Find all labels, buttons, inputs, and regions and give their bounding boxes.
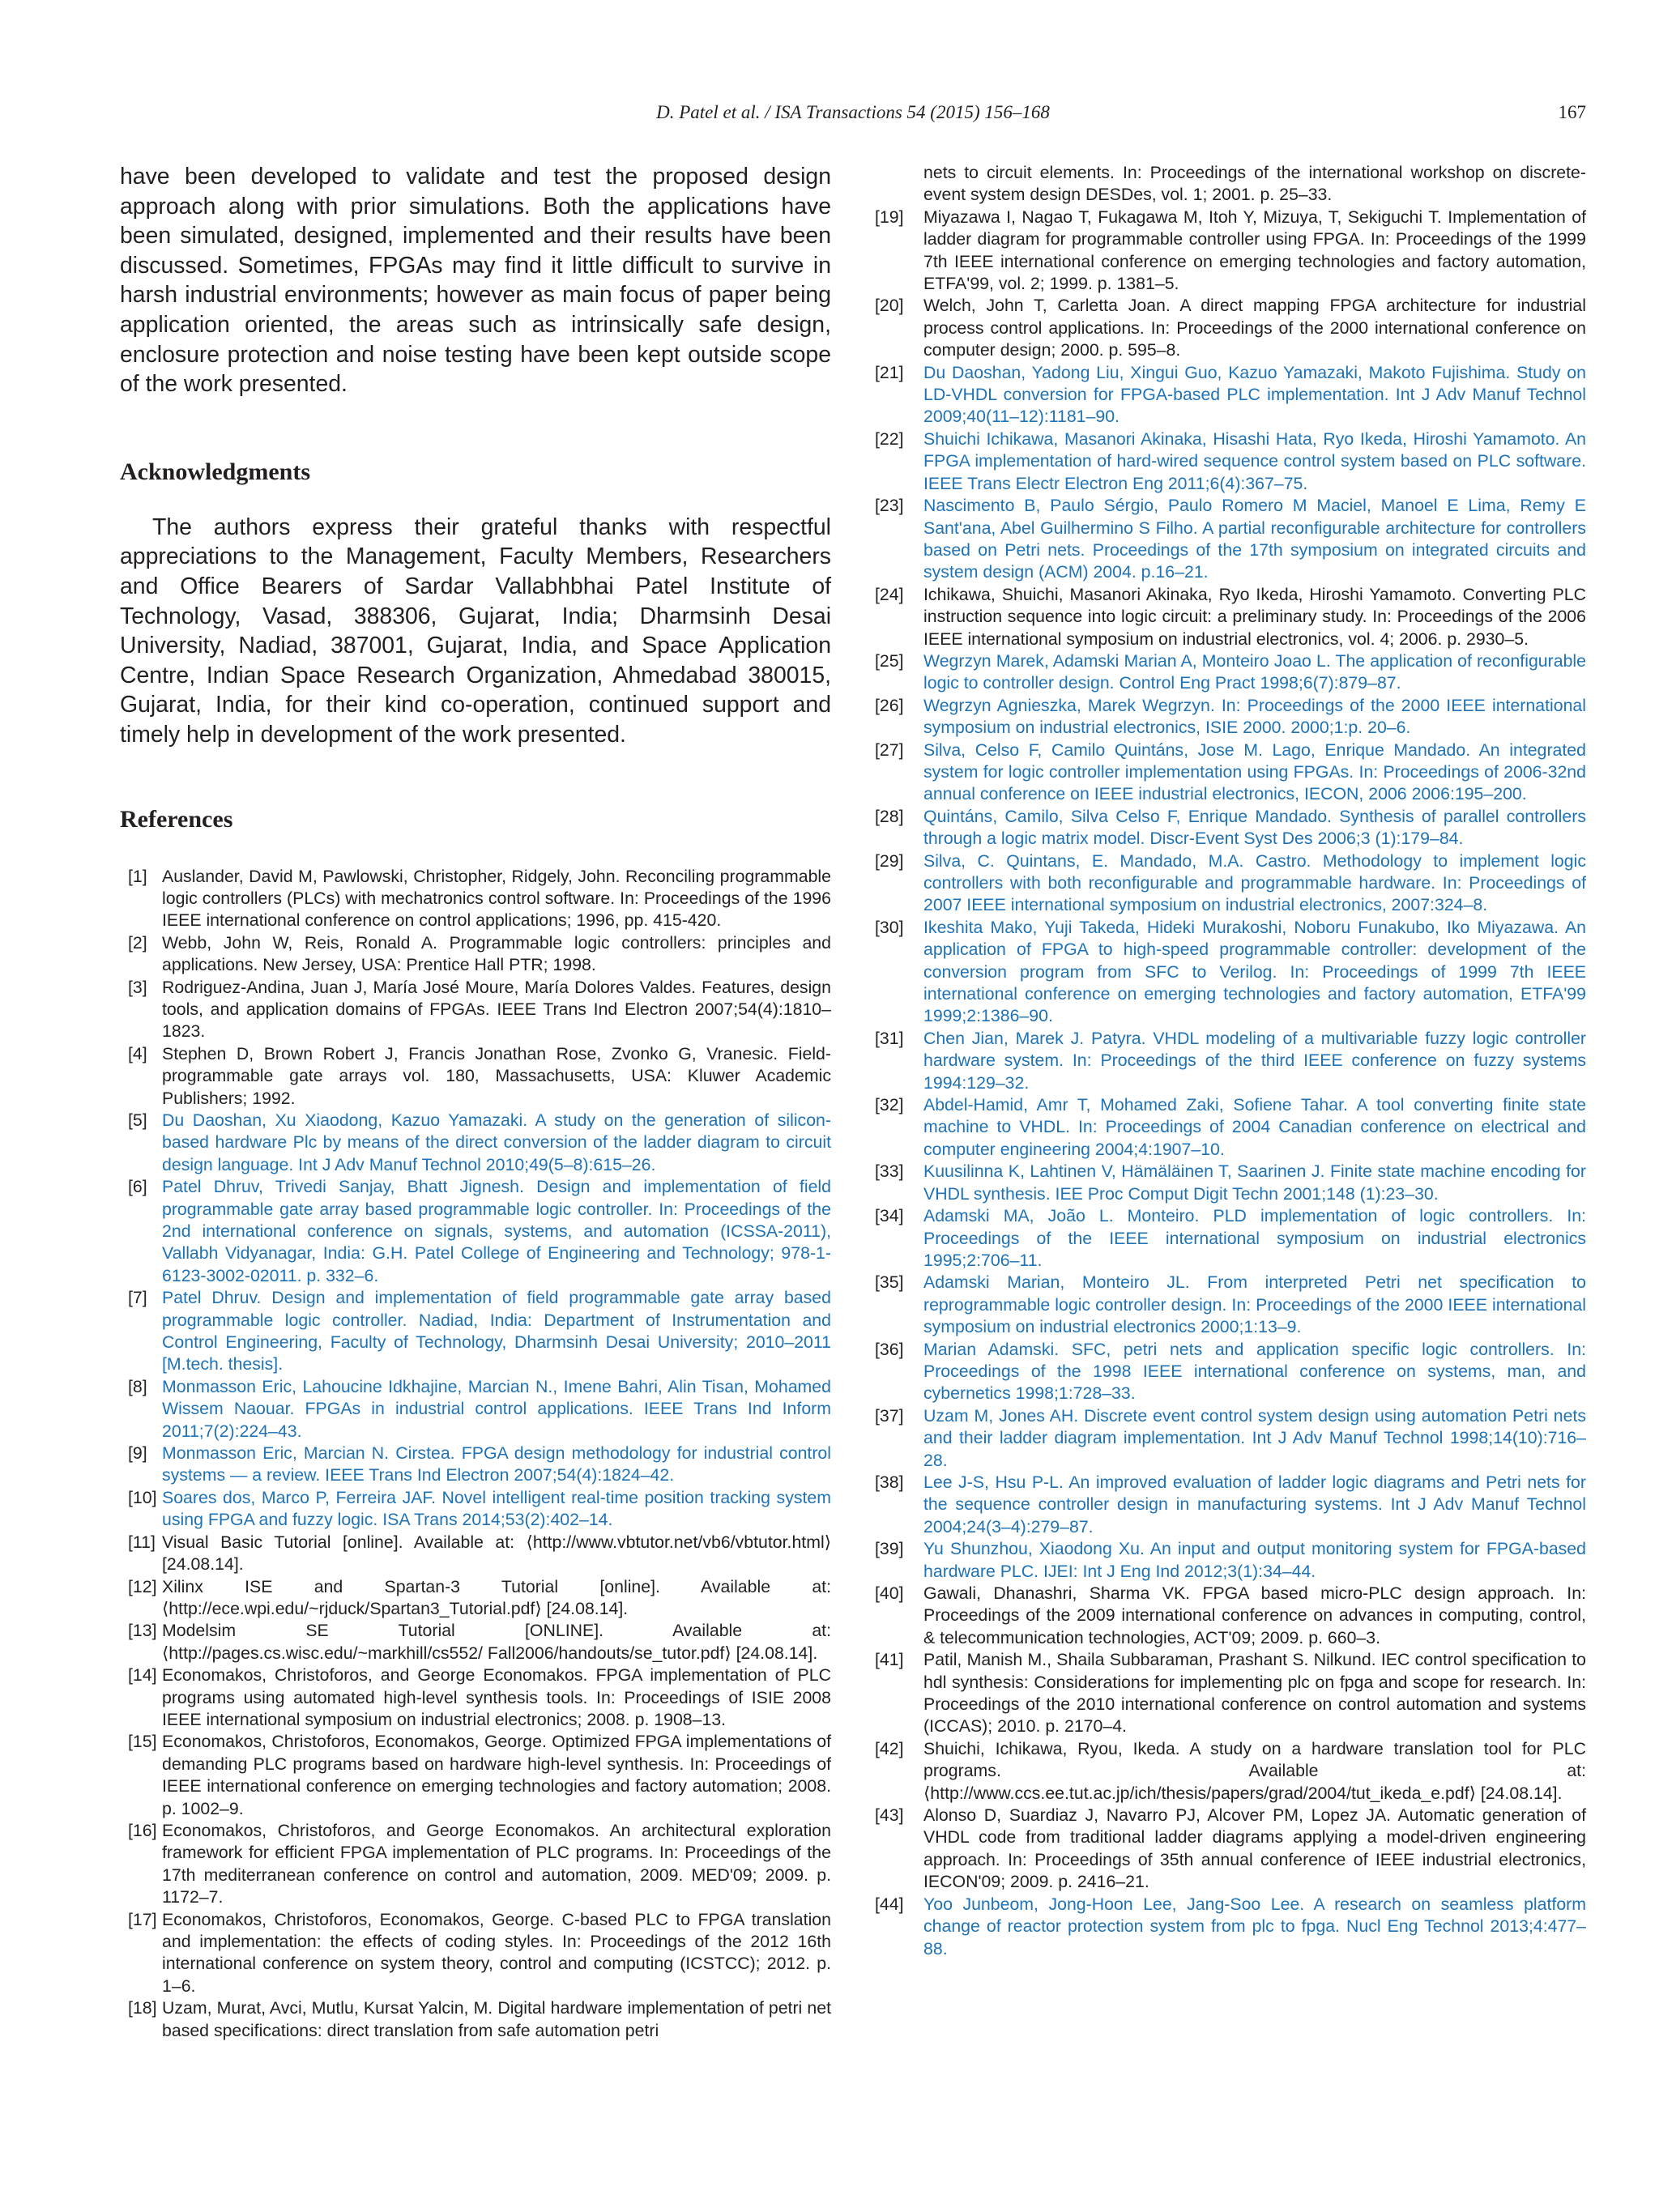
reference-number: [10] [128, 1487, 157, 1507]
reference-link-text[interactable]: Uzam M, Jones AH. Discrete event control system design using automation Petri nets and their ladder diagram implementation. Int J Adv Manuf Technol 1998;14(10):716–28. [923, 1405, 1586, 1470]
reference-item[interactable] [875, 1205, 1586, 1272]
reference-link-text[interactable]: Wegrzyn Marek, Adamski Marian A, Monteiro Joao L. The application of reconfigurable logic to controller design. Control Eng Pract 1998;6(7):879–87. [923, 650, 1586, 693]
reference-item [120, 932, 831, 977]
reference-number: [6] [128, 1177, 147, 1197]
reference-text: Welch, John T, Carletta Joan. A direct mapping FPGA architecture for industrial process control applications. In: Proceedings of the 2000 international conference on computer design; 2000. p. 595–8. [923, 296, 1586, 360]
reference-link-text[interactable]: Nascimento B, Paulo Sérgio, Paulo Romero M Maciel, Manoel E Lima, Remy E Sant'ana, Abel Guilhermino S Filho. A partial reconfigurable architecture for controllers based on Petri nets. Proceedings of the 17th symposium on integrated circuits and system design (ACM) 2004. p.16–21. [923, 496, 1586, 582]
reference-link-text[interactable]: Monmasson Eric, Marcian N. Cirstea. FPGA design methodology for industrial control systems — a review. IEEE Trans Ind Electron 2007;54(4):1824–42. [162, 1443, 831, 1485]
reference-number: [1] [128, 866, 147, 886]
reference-text: Xilinx ISE and Spartan-3 Tutorial [online]. Available at: ⟨http://ece.wpi.edu/~rjduck/Spartan3_Tutorial.pdf⟩ [24.08.14]. [162, 1576, 831, 1618]
reference-item [875, 584, 1586, 650]
reference-item [120, 1532, 831, 1576]
reference-number: [40] [875, 1583, 904, 1603]
reference-number: [20] [875, 296, 904, 316]
reference-item[interactable] [875, 1272, 1586, 1338]
reference-number: [41] [875, 1650, 904, 1670]
reference-item[interactable] [875, 1161, 1586, 1205]
reference-link-text[interactable]: Abdel-Hamid, Amr T, Mohamed Zaki, Sofiene Tahar. A tool converting finite state machine to VHDL. In: Proceedings of 2004 Canadian conference on electrical and computer engineering 2004;4:1907–10. [923, 1095, 1586, 1159]
reference-text: Auslander, David M, Pawlowski, Christopher, Ridgely, John. Reconciling programmable logic controllers (PLCs) with mechatronics control software. In: Proceedings of the 1996 IEEE international conference on control applications; 1996, pp. 415-420. [162, 866, 831, 931]
reference-item[interactable] [875, 917, 1586, 1028]
reference-number: [19] [875, 207, 904, 227]
reference-item [875, 295, 1586, 361]
reference-item[interactable] [875, 1028, 1586, 1094]
reference-number: [3] [128, 977, 147, 997]
reference-number: [25] [875, 650, 904, 671]
reference-text: Miyazawa I, Nagao T, Fukagawa M, Itoh Y, Mizuya, T, Sekiguchi T. Implementation of ladder diagram for programmable controller using FPGA. In: Proceedings of the 1999 7th IEEE international conference on emerging technologies and factory automation, ETFA'99, vol. 2; 1999. p. 1381–5. [923, 207, 1586, 294]
reference-number: [2] [128, 932, 147, 953]
reference-item [120, 1731, 831, 1820]
reference-item[interactable] [875, 1405, 1586, 1472]
reference-number: [35] [875, 1272, 904, 1293]
conclusion-paragraph: have been developed to validate and test the proposed design approach along with prior simulations. Both the applications have been simulated, designed, implemented and their results have been discussed. Sometimes, FPGAs may find it little difficult to survive in harsh industrial environments; however as main focus of paper being application oriented, the areas such as intrinsically safe design, enclosure protection and noise testing have been kept outside scope of the work presented. [120, 164, 831, 398]
reference-item [875, 1649, 1586, 1738]
reference-item[interactable] [875, 806, 1586, 850]
reference-link-text[interactable]: Patel Dhruv, Trivedi Sanjay, Bhatt Jignesh. Design and implementation of field programmable gate array based programmable logic controller. In: Proceedings of the 2nd international conference on signals, systems, and automation (ICSSA-2011), Vallabh Vidyanagar, India: G.H. Patel College of Engineering and Technology; 978-1-6123-3002-02011. p. 332–6. [162, 1177, 831, 1285]
reference-item[interactable] [875, 1339, 1586, 1405]
reference-item [875, 1738, 1586, 1805]
reference-item [120, 1997, 831, 2042]
reference-link-text[interactable]: Du Daoshan, Xu Xiaodong, Kazuo Yamazaki. A study on the generation of silicon-based hardware Plc by means of the direct conversion of the ladder diagram to circuit design language. Int J Adv Manuf Technol 2010;49(5–8):615–26. [162, 1110, 831, 1174]
reference-number: [15] [128, 1732, 157, 1752]
reference-item[interactable] [120, 1176, 831, 1287]
reference-link-text[interactable]: Monmasson Eric, Lahoucine Idkhajine, Marcian N., Imene Bahri, Alin Tisan, Mohamed Wissem Naouar. FPGAs in industrial control applications. IEEE Trans Ind Inform 2011;7(2):224–43. [162, 1376, 831, 1441]
reference-text: Economakos, Christoforos, Economakos, George. C-based PLC to FPGA translation and implementation: the effects of coding styles. In: Proceedings of the 2012 16th international conference on system theory, control and computing (ICSTCC); 2012. p. 1–6. [162, 1909, 831, 1996]
reference-link-text[interactable]: Yoo Junbeom, Jong-Hoon Lee, Jang-Soo Lee. A research on seamless platform change of reactor protection system from plc to fpga. Nucl Eng Technol 2013;4:477–88. [923, 1894, 1586, 1958]
reference-number: [23] [875, 496, 904, 516]
reference-link-text[interactable]: Adamski MA, João L. Monteiro. PLD implementation of logic controllers. In: Proceedings of the IEEE international symposium on industrial electronics 1995;2:706–11. [923, 1206, 1586, 1270]
reference-number: [22] [875, 428, 904, 449]
reference-number: [24] [875, 584, 904, 604]
page-number: 167 [1558, 102, 1586, 122]
left-column [120, 162, 831, 2042]
reference-item[interactable] [875, 1472, 1586, 1538]
reference-text: Economakos, Christoforos, and George Economakos. FPGA implementation of PLC programs using automated high-level synthesis tools. In: Proceedings of ISIE 2008 IEEE international symposium on industrial electronics; 2008. p. 1908–13. [162, 1665, 831, 1729]
reference-text: Ichikawa, Shuichi, Masanori Akinaka, Ryo Ikeda, Hiroshi Yamamoto. Converting PLC instruction sequence into logic circuit: a preliminary study. In: Proceedings of the 2006 IEEE international symposium on industrial electronics, vol. 4; 2006. p. 2930–5. [923, 584, 1586, 649]
reference-link-text[interactable]: Kuusilinna K, Lahtinen V, Hämäläinen T, Saarinen J. Finite state machine encoding for VHDL synthesis. IEE Proc Comput Digit Techn 2001;148 (1):23–30. [923, 1161, 1586, 1204]
reference-text: Patil, Manish M., Shaila Subbaraman, Prashant S. Nilkund. IEC control specification to hdl synthesis: Considerations for implementing plc on fpga and scope for research. In: Proceedings of the 2010 international conference on control automation and systems (ICCAS); 2010. p. 2170–4. [923, 1650, 1586, 1737]
reference-number: [44] [875, 1894, 904, 1914]
reference-number: [43] [875, 1805, 904, 1826]
reference-item[interactable] [875, 1094, 1586, 1161]
reference-text: Economakos, Christoforos, Economakos, George. Optimized FPGA implementations of demanding PLC programs based on hardware high-level synthesis. In: Proceedings of IEEE international conference on emerging technologies and factory automation; 2008. p. 1002–9. [162, 1732, 831, 1818]
reference-text: Uzam, Murat, Avci, Mutlu, Kursat Yalcin, M. Digital hardware implementation of petri net based specifications: direct translation from safe automation petri [162, 1998, 831, 2040]
reference-item[interactable] [875, 1538, 1586, 1583]
reference-number: [11] [128, 1532, 156, 1552]
reference-number: [17] [128, 1909, 157, 1929]
reference-item[interactable] [120, 1487, 831, 1532]
references-heading: References [120, 805, 233, 833]
reference-text: nets to circuit elements. In: Proceedings of the international workshop on discrete-event system design DESDes, vol. 1; 2001. p. 25–33. [923, 163, 1586, 205]
reference-link-text[interactable]: Chen Jian, Marek J. Patyra. VHDL modeling of a multivariable fuzzy logic controller hardware system. In: Proceedings of the third IEEE conference on fuzzy systems 1994:129–32. [923, 1028, 1586, 1093]
reference-number: [4] [128, 1043, 147, 1063]
reference-text: Stephen D, Brown Robert J, Francis Jonathan Rose, Zvonko G, Vranesic. Field-programmable gate arrays vol. 180, Massachusetts, USA: Kluwer Academic Publishers; 1992. [162, 1043, 831, 1108]
reference-link-text[interactable]: Soares dos, Marco P, Ferreira JAF. Novel intelligent real-time position tracking system using FPGA and fuzzy logic. ISA Trans 2014;53(2):402–14. [162, 1487, 831, 1530]
reference-list-right [875, 162, 1586, 1960]
reference-link-text[interactable]: Quintáns, Camilo, Silva Celso F, Enrique Mandado. Synthesis of parallel controllers through a logic matrix model. Discr-Event Syst Des 2006;3 (1):179–84. [923, 806, 1586, 849]
reference-item[interactable] [875, 850, 1586, 917]
running-header [120, 97, 1586, 130]
journal-citation: D. Patel et al. / ISA Transactions 54 (2015) 156–168 [656, 102, 1050, 122]
reference-text: Economakos, Christoforos, and George Economakos. An architectural exploration framework for efficient FPGA implementation of PLC programs. In: Proceedings of the 17th mediterranean conference on control and automation, 2009. MED'09; 2009. p. 1172–7. [162, 1820, 831, 1907]
reference-item[interactable] [120, 1443, 831, 1487]
reference-item[interactable] [875, 1894, 1586, 1960]
reference-text: Shuichi, Ichikawa, Ryou, Ikeda. A study on a hardware translation tool for PLC programs. Available at: ⟨http://www.ccs.ee.tut.ac.jp/ich/thesis/papers/grad/2004/tut_ikeda_e.pdf⟩ [24.08.14]. [923, 1738, 1586, 1803]
reference-number: [32] [875, 1095, 904, 1115]
reference-item [875, 162, 1586, 207]
reference-link-text[interactable]: Wegrzyn Agnieszka, Marek Wegrzyn. In: Proceedings of the 2000 IEEE international symposium on industrial electronics, ISIE 2000. 2000;1:p. 20–6. [923, 695, 1586, 738]
reference-item [120, 1909, 831, 1998]
reference-item [875, 207, 1586, 296]
reference-item [120, 977, 831, 1043]
right-column [875, 162, 1586, 1960]
reference-number: [42] [875, 1738, 904, 1758]
reference-item[interactable] [875, 362, 1586, 428]
reference-text: Alonso D, Suardiaz J, Navarro PJ, Alcover PM, Lopez JA. Automatic generation of VHDL code from traditional ladder diagrams applying a model-driven engineering approach. In: Proceedings of 35th annual conference of IEEE industrial electronics, IECON'09; 2009. p. 2416–21. [923, 1805, 1586, 1892]
reference-number: [14] [128, 1665, 157, 1686]
reference-number: [16] [128, 1820, 157, 1840]
reference-link-text[interactable]: Adamski Marian, Monteiro JL. From interpreted Petri net specification to reprogrammable logic controller design. In: Proceedings of the 2000 IEEE international symposium on industrial electronics 2000;1:13–9. [923, 1272, 1586, 1337]
reference-number: [7] [128, 1288, 147, 1308]
reference-link-text[interactable]: Silva, Celso F, Camilo Quintáns, Jose M. Lago, Enrique Mandado. An integrated system for logic controller implementation using FPGAs. In: Proceedings of 2006-32nd annual conference on IEEE industrial electronics, IECON, 2006 2006:195–200. [923, 739, 1586, 804]
reference-list-left [120, 866, 831, 2043]
reference-item[interactable] [120, 1287, 831, 1376]
reference-link-text[interactable]: Lee J-S, Hsu P-L. An improved evaluation of ladder logic diagrams and Petri nets for the sequence controller design in manufacturing systems. Int J Adv Manuf Technol 2004;24(3–4):279–87. [923, 1472, 1586, 1536]
reference-number: [12] [128, 1576, 157, 1596]
reference-number: [31] [875, 1028, 904, 1048]
reference-number: [27] [875, 739, 904, 760]
reference-item [875, 1583, 1586, 1649]
reference-number: [8] [128, 1376, 147, 1396]
reference-number: [33] [875, 1161, 904, 1182]
reference-item[interactable] [120, 1376, 831, 1443]
reference-item[interactable] [875, 495, 1586, 584]
reference-number: [37] [875, 1405, 904, 1426]
reference-number: [13] [128, 1621, 157, 1641]
acknowledgments-heading: Acknowledgments [120, 458, 311, 485]
reference-link-text[interactable]: Ikeshita Mako, Yuji Takeda, Hideki Murakoshi, Noboru Funakubo, Iko Miyazawa. An application of FPGA to high-speed programmable controller: development of the conversion program from SFC to Verilog. In: Proceedings of 1999 7th IEEE international conference on emerging technologies and factory automation, ETFA'99 1999;2:1386–90. [923, 917, 1586, 1026]
reference-link-text[interactable]: Silva, C. Quintans, E. Mandado, M.A. Castro. Methodology to implement logic controllers with both reconfigurable and programmable hardware. In: Proceedings of 2007 IEEE international symposium on industrial electronics, 2007:324–8. [923, 850, 1586, 915]
reference-item [120, 1620, 831, 1664]
reference-item[interactable] [875, 650, 1586, 695]
reference-item [120, 1820, 831, 1909]
acknowledgments-text: The authors express their grateful thanks with respectful appreciations to the Management, Faculty Members, Researchers and Office Bearers of Sardar Vallabhbhai Patel Institute of Technology, Vasad, 388306, Gujarat, India; Dharmsinh Desai University, Nadiad, 387001, Gujarat, India, and Space Application Centre, Indian Space Research Organization, Ahmedabad 380015, Gujarat, India, for their kind co-operation, continued support and timely help in development of the work presented. [120, 514, 831, 748]
reference-number: [26] [875, 695, 904, 715]
reference-number: [5] [128, 1110, 147, 1130]
reference-item [875, 1805, 1586, 1894]
reference-text: Visual Basic Tutorial [online]. Available at: ⟨http://www.vbtutor.net/vb6/vbtutor.html⟩ [24.08.14]. [162, 1532, 831, 1575]
reference-number: [9] [128, 1443, 147, 1464]
reference-item[interactable] [875, 428, 1586, 495]
reference-number: [34] [875, 1206, 904, 1226]
reference-number: [39] [875, 1539, 904, 1559]
reference-number: [28] [875, 806, 904, 826]
reference-number: [18] [128, 1998, 157, 2018]
reference-text: Rodriguez-Andina, Juan J, María José Moure, María Dolores Valdes. Features, design tools, and application domains of FPGAs. IEEE Trans Ind Electron 2007;54(4):1810–1823. [162, 977, 831, 1042]
reference-link-text[interactable]: Yu Shunzhou, Xiaodong Xu. An input and output monitoring system for FPGA-based hardware PLC. IJEI: Int J Eng Ind 2012;3(1):34–44. [923, 1539, 1586, 1581]
reference-text: Webb, John W, Reis, Ronald A. Programmable logic controllers: principles and applications. New Jersey, USA: Prentice Hall PTR; 1998. [162, 932, 831, 975]
reference-link-text[interactable]: Shuichi Ichikawa, Masanori Akinaka, Hisashi Hata, Ryo Ikeda, Hiroshi Yamamoto. An FPGA implementation of hard-wired sequence control system based on PLC software. IEEE Trans Electr Electron Eng 2011;6(4):367–75. [923, 428, 1586, 493]
reference-number: [38] [875, 1472, 904, 1492]
reference-text: Modelsim SE Tutorial [ONLINE]. Available at: ⟨http://pages.cs.wisc.edu/~markhill/cs552/ Fall2006/handouts/se_tutor.pdf⟩ [24.08.14]. [162, 1621, 831, 1663]
reference-item[interactable] [120, 1110, 831, 1176]
reference-number: [21] [875, 362, 904, 382]
reference-number: [29] [875, 850, 904, 871]
reference-item [120, 1664, 831, 1731]
reference-link-text[interactable]: Patel Dhruv. Design and implementation of field programmable gate array based programmable logic controller. Nadiad, India: Department of Instrumentation and Control Engineering, Faculty of Technology, Dharmsinh Desai University; 2010–2011 [M.tech. thesis]. [162, 1288, 831, 1375]
reference-link-text[interactable]: Marian Adamski. SFC, petri nets and application specific logic controllers. In: Proceedings of the 1998 IEEE international conference on systems, man, and cybernetics 1998;1:728–33. [923, 1339, 1586, 1404]
reference-text: Gawali, Dhanashri, Sharma VK. FPGA based micro-PLC design approach. In: Proceedings of the 2009 international conference on advances in computing, control, & telecommunication technologies, ACT'09; 2009. p. 660–3. [923, 1583, 1586, 1647]
reference-link-text[interactable]: Du Daoshan, Yadong Liu, Xingui Guo, Kazuo Yamazaki, Makoto Fujishima. Study on LD-VHDL conversion for FPGA-based PLC implementation. Int J Adv Manuf Technol 2009;40(11–12):1181–90. [923, 362, 1586, 427]
reference-item[interactable] [875, 695, 1586, 739]
reference-item [120, 866, 831, 932]
reference-number: [36] [875, 1339, 904, 1359]
reference-item[interactable] [875, 739, 1586, 806]
reference-number: [30] [875, 917, 904, 937]
reference-item [120, 1043, 831, 1110]
reference-item [120, 1576, 831, 1621]
